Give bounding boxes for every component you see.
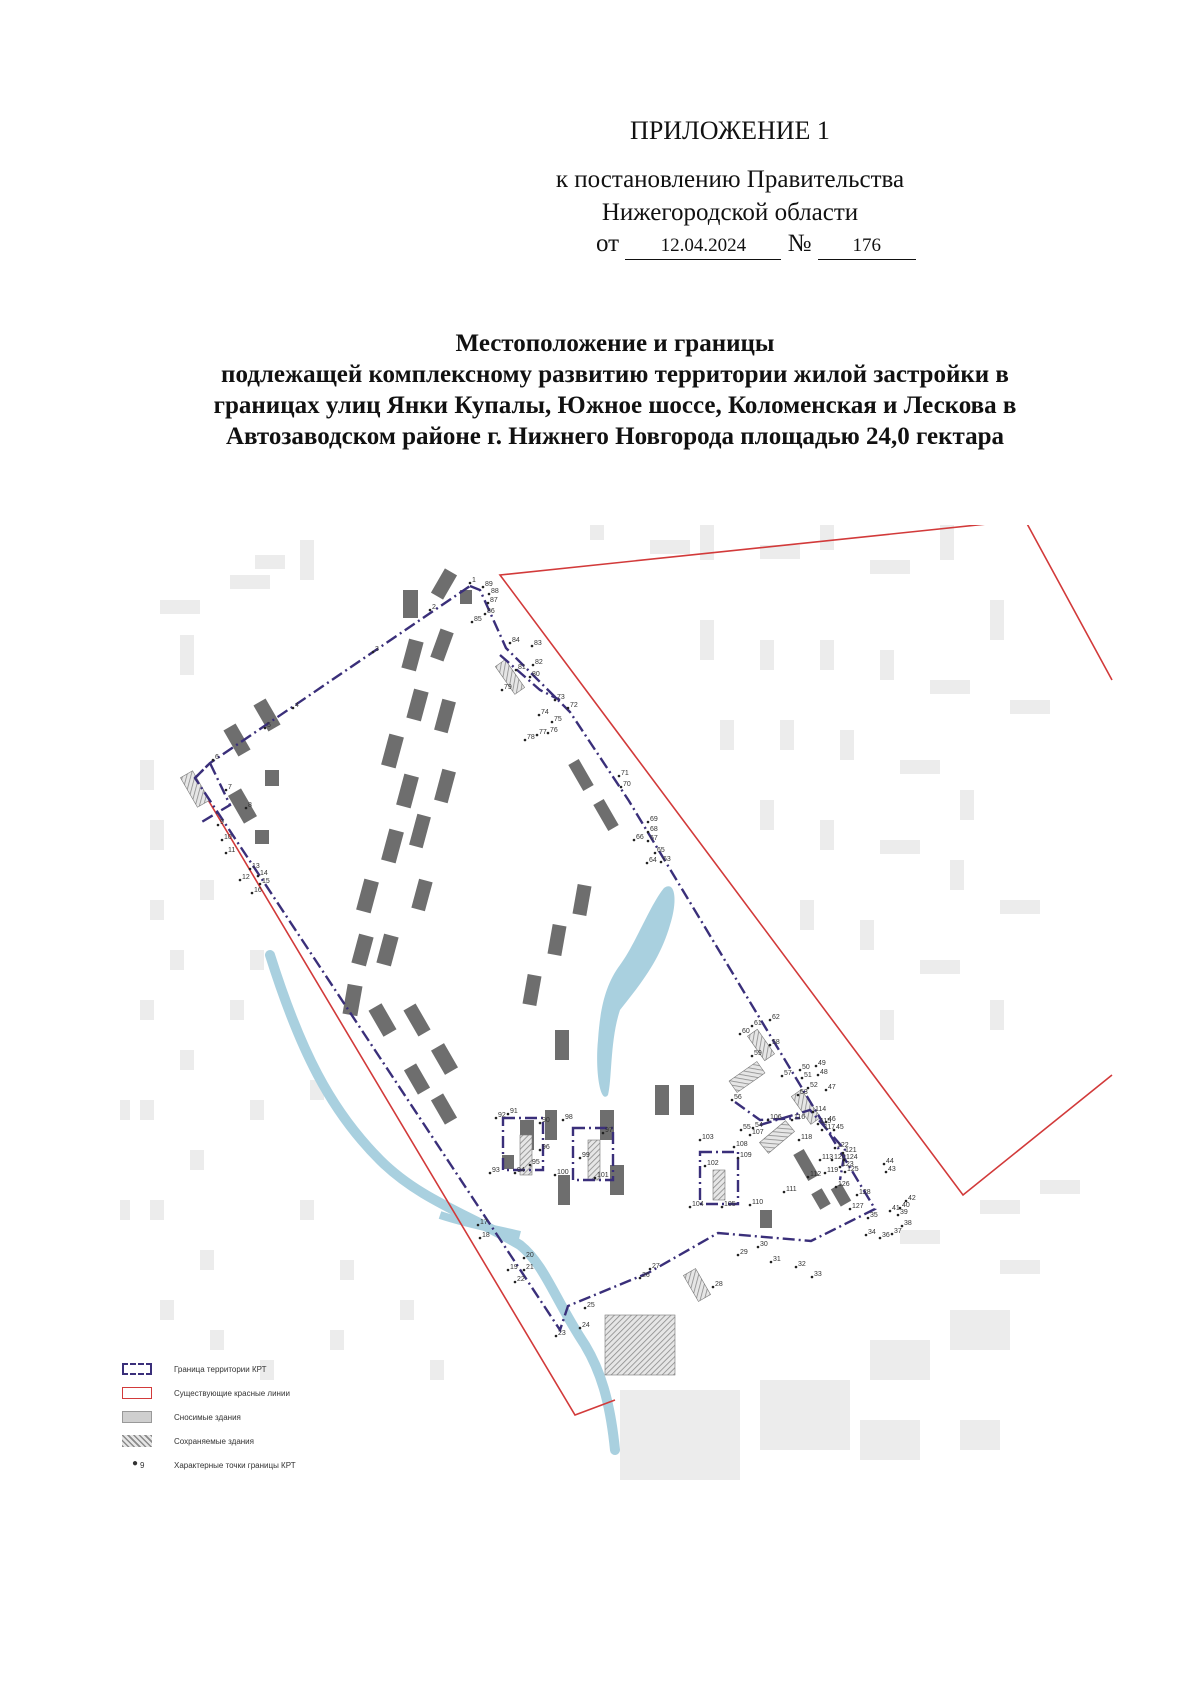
- point-label: 4: [295, 702, 299, 709]
- point-label: 11: [228, 847, 236, 854]
- point-label: 18: [482, 1232, 490, 1239]
- point-label: 42: [908, 1195, 916, 1202]
- point-label: 101: [597, 1172, 609, 1179]
- point-label: 15: [262, 878, 270, 885]
- point-label: 65: [657, 847, 665, 854]
- point-label: 54: [755, 1122, 763, 1129]
- point-label: 71: [621, 770, 629, 777]
- point-label: 19: [510, 1264, 518, 1271]
- point-label: 114: [815, 1106, 827, 1113]
- title-line-2: подлежащей комплексному развитию территории жилой застройки в: [221, 361, 1009, 388]
- point-label: 12: [242, 874, 250, 881]
- point-label: 70: [623, 781, 631, 788]
- point-label: 112: [810, 1171, 822, 1178]
- point-label: 22: [517, 1276, 525, 1283]
- point-label: 14: [260, 870, 268, 877]
- red-line-icon: [122, 1387, 152, 1399]
- point-label: 48: [820, 1069, 828, 1076]
- point-label: 3: [375, 646, 379, 653]
- point-label: 105: [724, 1201, 736, 1208]
- point-label: 37: [894, 1228, 902, 1235]
- legend-krt-boundary: [122, 1363, 322, 1377]
- point-label: 123: [842, 1161, 854, 1168]
- title-line-3: границах улиц Янки Купалы, Южное шоссе, Коломенская и Лескова в: [213, 392, 1017, 419]
- point-label: 96: [542, 1144, 550, 1151]
- point-label: 49: [818, 1060, 826, 1067]
- point-label: 87: [490, 597, 498, 604]
- point-label: 94: [517, 1167, 525, 1174]
- point-label: 85: [474, 616, 482, 623]
- point-label: 88: [491, 588, 499, 595]
- krt-boundary-icon: [122, 1363, 152, 1375]
- point-label: 81: [518, 664, 526, 671]
- point-label: 52: [810, 1082, 818, 1089]
- legend-demolished: [122, 1411, 322, 1425]
- point-label: 119: [827, 1167, 839, 1174]
- point-sample: 9: [140, 1461, 145, 1470]
- point-label: 60: [742, 1028, 750, 1035]
- legend-red-lines: [122, 1387, 322, 1401]
- point-label: 107: [752, 1129, 764, 1136]
- point-label: 26: [642, 1272, 650, 1279]
- point-label: 72: [570, 702, 578, 709]
- point-label: 39: [900, 1209, 908, 1216]
- point-label: 116: [794, 1114, 806, 1121]
- point-label: 57: [784, 1070, 792, 1077]
- point-label: 93: [492, 1167, 500, 1174]
- point-label: 83: [534, 640, 542, 647]
- point-label: 13: [252, 863, 260, 870]
- preserved-buildings: [180, 660, 820, 1375]
- point-label: 113: [822, 1154, 834, 1161]
- point-label: 84: [512, 637, 520, 644]
- point-label: 20: [526, 1252, 534, 1259]
- point-label: 103: [702, 1134, 714, 1141]
- point-label: 100: [557, 1169, 569, 1176]
- krt-boundary: [195, 586, 875, 1330]
- point-label: 92: [498, 1112, 506, 1119]
- legend-label: Граница территории КРТ: [174, 1365, 267, 1374]
- pond: [597, 886, 674, 1097]
- point-label: 47: [828, 1084, 836, 1091]
- point-label: 106: [770, 1114, 782, 1121]
- point-label: 97: [605, 1127, 613, 1134]
- red-lines: [195, 525, 1112, 1415]
- point-label: 121: [845, 1147, 857, 1154]
- point-label: 76: [550, 727, 558, 734]
- point-label: 79: [504, 684, 512, 691]
- point-label: 80: [532, 671, 540, 678]
- point-label: 36: [882, 1232, 890, 1239]
- point-label: 120: [834, 1154, 846, 1161]
- legend-points: [122, 1459, 322, 1473]
- point-label: 9: [220, 819, 224, 826]
- point-label: 34: [868, 1229, 876, 1236]
- point-label: 2: [432, 604, 436, 611]
- point-label: 59: [754, 1050, 762, 1057]
- point-label: 126: [838, 1181, 850, 1188]
- territory-map: [120, 525, 1115, 1505]
- point-label: 128: [859, 1189, 871, 1196]
- point-label: 117: [824, 1124, 836, 1131]
- resolution-number: 176: [818, 233, 916, 260]
- point-label: 10: [224, 834, 232, 841]
- point-label: 28: [715, 1281, 723, 1288]
- point-label: 127: [852, 1203, 864, 1210]
- point-label: 78: [527, 734, 535, 741]
- point-label: 67: [650, 835, 658, 842]
- point-label: 16: [254, 887, 262, 894]
- point-label: 32: [798, 1261, 806, 1268]
- point-label: 35: [870, 1212, 878, 1219]
- point-label: 63: [663, 856, 671, 863]
- point-label: 6: [215, 754, 219, 761]
- point-label: 51: [804, 1072, 812, 1079]
- point-label: 5: [267, 722, 271, 729]
- point-label: 33: [814, 1271, 822, 1278]
- point-label: 109: [740, 1152, 752, 1159]
- point-label: 62: [772, 1014, 780, 1021]
- point-label: 90: [542, 1117, 550, 1124]
- point-label: 38: [904, 1220, 912, 1227]
- point-label: 61: [754, 1020, 762, 1027]
- point-label: 124: [846, 1154, 858, 1161]
- point-label: 73: [557, 694, 565, 701]
- point-label: 68: [650, 826, 658, 833]
- point-label: 29: [740, 1249, 748, 1256]
- document-title: [100, 328, 1130, 452]
- point-label: 74: [541, 709, 549, 716]
- point-label: 77: [539, 729, 547, 736]
- point-label: 1: [472, 577, 476, 584]
- point-label: 115: [820, 1118, 832, 1125]
- point-label: 122: [837, 1142, 849, 1149]
- point-label: 23: [558, 1330, 566, 1337]
- from-label: от: [596, 230, 620, 257]
- point-label: 27: [652, 1263, 660, 1270]
- point-label: 95: [532, 1159, 540, 1166]
- point-label: 64: [649, 857, 657, 864]
- point-label: 99: [582, 1152, 590, 1159]
- point-label: 53: [800, 1089, 808, 1096]
- point-label: 125: [847, 1166, 859, 1173]
- resolution-date: 12.04.2024: [625, 233, 781, 260]
- boundary-point-labels: [215, 577, 916, 1337]
- point-label: 69: [650, 816, 658, 823]
- title-line-4: Автозаводском районе г. Нижнего Новгорода площадью 24,0 гектара: [225, 423, 1005, 450]
- point-label: 118: [801, 1134, 813, 1141]
- legend-label: Сносимые здания: [174, 1413, 241, 1422]
- legend-preserved: [122, 1435, 322, 1449]
- point-label: 55: [743, 1124, 751, 1131]
- point-label: 8: [248, 802, 252, 809]
- point-label: 75: [554, 716, 562, 723]
- point-label: 46: [828, 1116, 836, 1123]
- point-label: 110: [752, 1199, 764, 1206]
- date-number-line: [596, 230, 916, 260]
- point-label: 56: [734, 1094, 742, 1101]
- point-label: 41: [892, 1205, 900, 1212]
- appendix-title: ПРИЛОЖЕНИЕ 1: [630, 116, 830, 145]
- point-label: 7: [228, 784, 232, 791]
- point-label: 30: [760, 1241, 768, 1248]
- point-label: 58: [772, 1039, 780, 1046]
- point-label: 89: [485, 581, 493, 588]
- point-label: 66: [636, 834, 644, 841]
- background-buildings: [120, 525, 1080, 1480]
- point-label: 17: [480, 1219, 488, 1226]
- point-label: 45: [836, 1124, 844, 1131]
- legend-label: Сохраняемые здания: [174, 1437, 254, 1446]
- point-label: 21: [526, 1264, 534, 1271]
- point-label: 86: [487, 608, 495, 615]
- point-label: 43: [888, 1166, 896, 1173]
- point-label: 91: [510, 1108, 518, 1115]
- number-sign: №: [787, 230, 812, 257]
- legend-label: Характерные точки границы КРТ: [174, 1461, 296, 1470]
- point-label: 104: [692, 1201, 704, 1208]
- point-label: 102: [707, 1160, 719, 1167]
- point-label: 111: [786, 1186, 797, 1193]
- point-label: 108: [736, 1141, 748, 1148]
- point-label: 25: [587, 1302, 595, 1309]
- region-line: Нижегородской области: [601, 199, 859, 226]
- resolution-line: к постановлению Правительства: [555, 166, 905, 193]
- point-icon: ●: [132, 1458, 139, 1469]
- point-label: 44: [886, 1158, 894, 1165]
- point-label: 82: [535, 659, 543, 666]
- legend-label: Существующие красные линии: [174, 1389, 290, 1398]
- point-label: 40: [902, 1202, 910, 1209]
- point-label: 24: [582, 1322, 590, 1329]
- point-label: 98: [565, 1114, 573, 1121]
- preserved-building-icon: [122, 1435, 152, 1447]
- point-label: 31: [773, 1256, 781, 1263]
- title-line-1: Местоположение и границы: [455, 330, 775, 357]
- point-label: 50: [802, 1064, 810, 1071]
- demolished-building-icon: [122, 1411, 152, 1423]
